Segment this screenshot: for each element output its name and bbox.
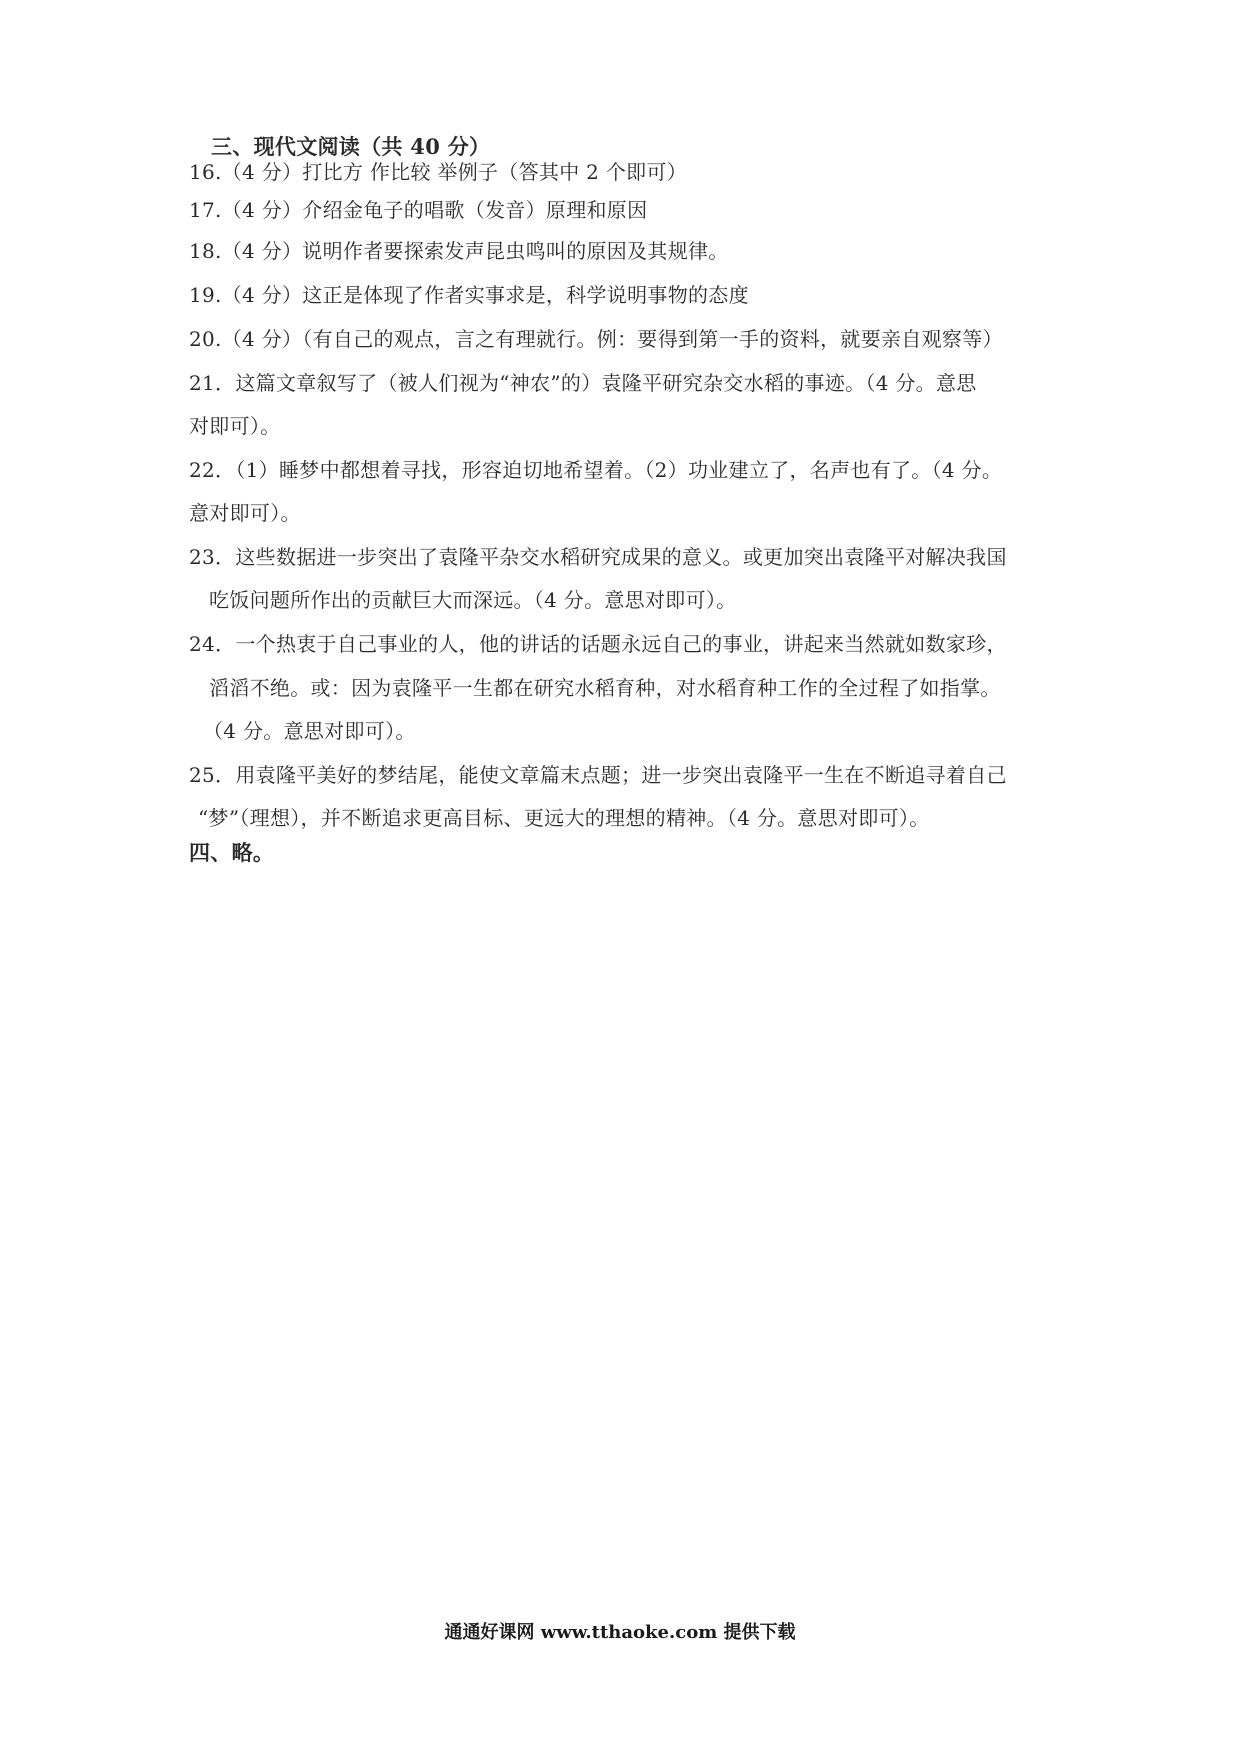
answer-25-line-2: “梦”（理想），并不断追求更高目标、更远大的理想的精神。（4 分。意思对即可）。: [198, 806, 930, 830]
answer-21-line-1: 21．这篇文章叙写了（被人们视为“神农”的）袁隆平研究杂交水稻的事迹。（4 分。意思: [189, 371, 977, 395]
section-three-heading: 三、现代文阅读（共 40 分）: [211, 134, 491, 159]
answer-22-line-2: 意对即可）。: [189, 501, 301, 525]
section-four-heading: 四、略。: [189, 840, 275, 865]
answer-21-line-2: 对即可）。: [189, 414, 281, 438]
footer-source-text: 通通好课网 www.tthaoke.com 提供下载: [444, 1622, 796, 1643]
answer-17: 17.（4 分）介绍金龟子的唱歌（发音）原理和原因: [189, 198, 648, 222]
answer-23-line-2: 吃饭问题所作出的贡献巨大而深远。（4 分。意思对即可）。: [209, 588, 737, 612]
answer-19: 19.（4 分）这正是体现了作者实事求是，科学说明事物的态度: [189, 283, 749, 307]
answer-16: 16.（4 分）打比方 作比较 举例子（答其中 2 个即可）: [189, 160, 688, 184]
answer-24-line-2: 滔滔不绝。或：因为袁隆平一生都在研究水稻育种，对水稻育种工作的全过程了如指掌。: [209, 676, 1001, 700]
answer-22-line-1: 22．（1）睡梦中都想着寻找，形容迫切地希望着。（2）功业建立了，名声也有了。（4 分。: [189, 458, 1003, 482]
answer-20: 20.（4 分）（有自己的观点，言之有理就行。例：要得到第一手的资料，就要亲自观察等）: [189, 327, 1003, 351]
answer-24-line-3: （4 分。意思对即可）。: [203, 719, 416, 743]
answer-18: 18.（4 分）说明作者要探索发声昆虫鸣叫的原因及其规律。: [189, 239, 729, 263]
answer-24-line-1: 24．一个热衷于自己事业的人，他的讲话的话题永远自己的事业，讲起来当然就如数家珍，: [189, 632, 1007, 656]
answer-25-line-1: 25．用袁隆平美好的梦结尾，能使文章篇末点题；进一步突出袁隆平一生在不断追寻着自己: [189, 763, 1007, 787]
answer-23-line-1: 23．这些数据进一步突出了袁隆平杂交水稻研究成果的意义。或更加突出袁隆平对解决我国: [189, 545, 1007, 569]
